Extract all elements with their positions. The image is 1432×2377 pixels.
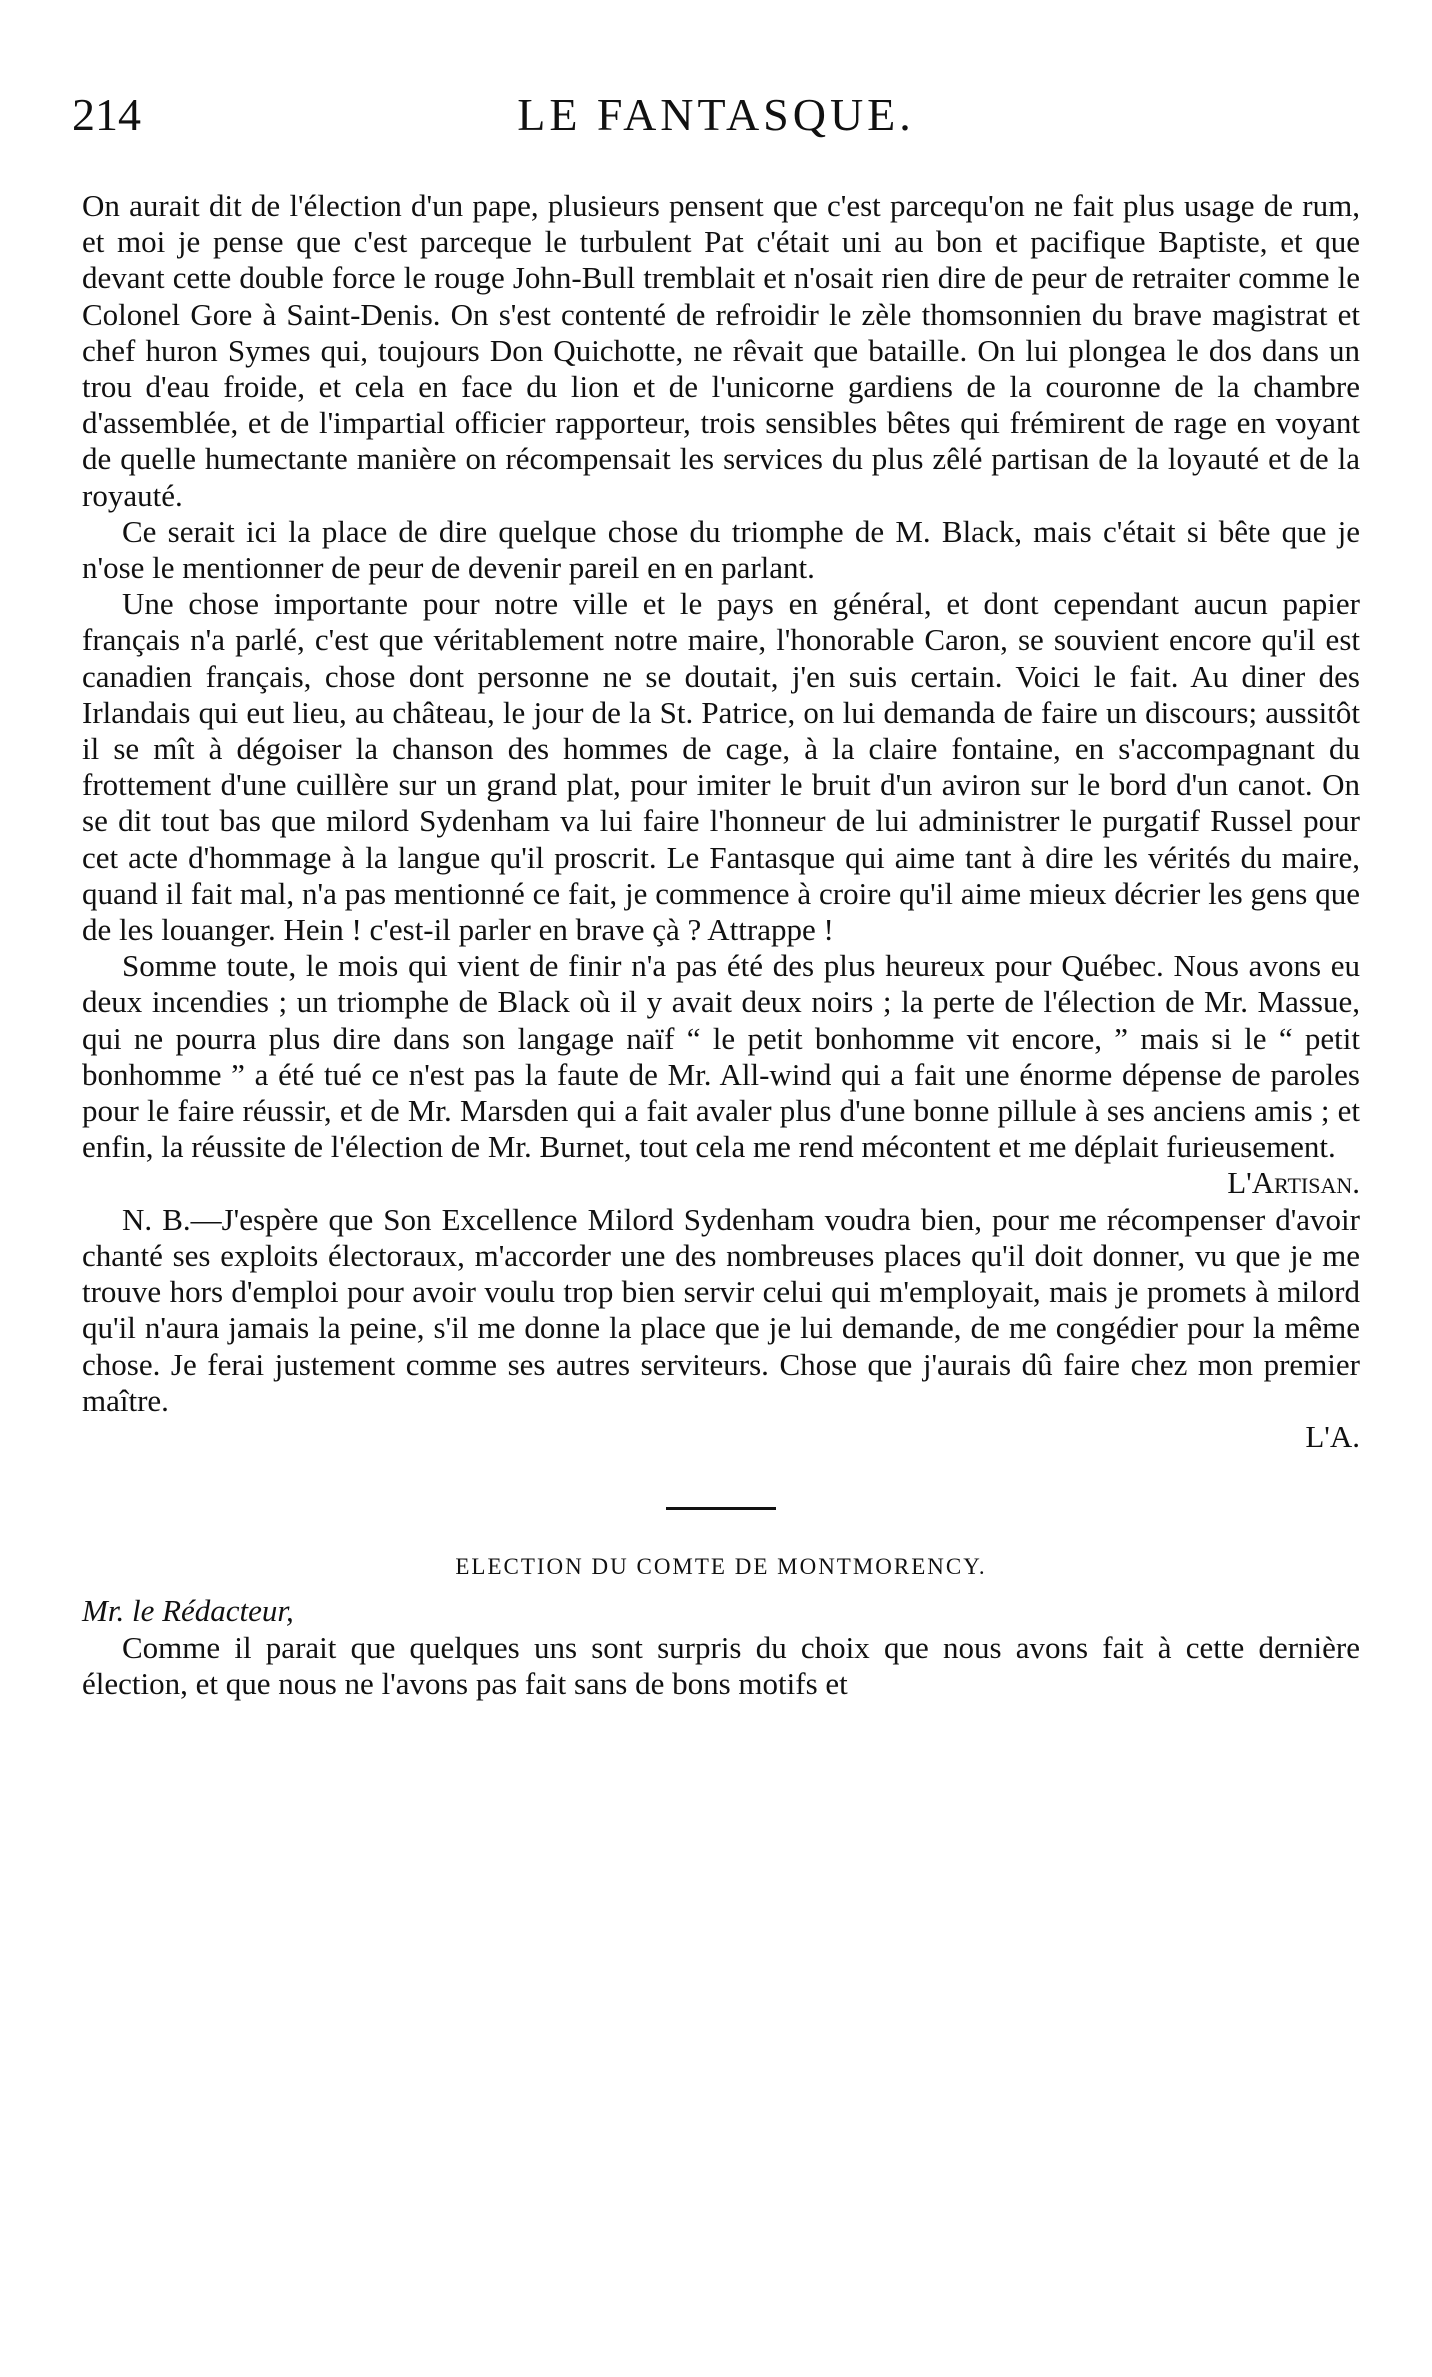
signature-initials: L'A. — [1305, 1418, 1360, 1454]
paragraph-4: Somme toute, le mois qui vient de finir n'a pas été des plus heureux pour Québec. Nous avons eu deux incendies ; un triomphe de Black où il y avait deux noirs ; la perte de l'élection de Mr. Massue, qui ne pourra plus dire dans son langage naïf “ le petit bonhomme vit encore, ” mais si le “ petit bonhomme ” a été tué ce n'est pas la faute de Mr. All-wind qui a fait une énorme dépense de paroles pour le faire réussir, et de Mr. Marsden qui a fait avaler plus d'une bonne pillule à ses anciens amis ; et enfin, la réussite de l'élection de Mr. Burnet, tout cela me rend mécontent et me déplait furieusement. — [82, 948, 1360, 1165]
salutation: Mr. le Rédacteur, — [82, 1593, 294, 1629]
page-number: 214 — [72, 89, 141, 140]
page-header — [70, 88, 1362, 148]
signature-artisan: L'Artisan. — [1227, 1165, 1360, 1201]
running-title: LE FANTASQUE. — [517, 89, 915, 140]
article-body — [82, 188, 1360, 1703]
paragraph-2: Ce serait ici la place de dire quelque chose du triomphe de M. Black, mais c'était si bête que je n'ose le mentionner de peur de devenir pareil en en parlant. — [82, 513, 1360, 586]
nb-paragraph: N. B.—J'espère que Son Excellence Milord Sydenham voudra bien, pour me récompenser d'avoir chanté ses exploits électoraux, m'accorder une des nombreuses places qu'il doit donner, vu que je me trouve hors d'emploi pour avoir voulu trop bien servir celui qui m'employait, mais je promets à milord qu'il n'aura jamais la peine, s'il me donne la place que je lui demande, de me congédier pour la même chose. Je ferai justement comme ses autres serviteurs. Chose que j'aurais dû faire chez mon premier maître. — [82, 1201, 1360, 1418]
section-divider — [666, 1507, 776, 1510]
paragraph-1: On aurait dit de l'élection d'un pape, plusieurs pensent que c'est parcequ'on ne fait plus usage de rum, et moi je pense que c'est parceque le turbulent Pat c'était uni au bon et pacifique Baptiste, et que devant cette double force le rouge John-Bull tremblait et n'osait rien dire de peur de retraiter comme le Colonel Gore à Saint-Denis. On s'est contenté de refroidir le zèle thomsonnien du brave magistrat et chef huron Symes qui, toujours Don Quichotte, ne rêvait que bataille. On lui plongea le dos dans un trou d'eau froide, et cela en face du lion et de l'unicorne gardiens de la couronne de la chambre d'assemblée, et de l'impartial officier rapporteur, trois sensibles bêtes qui frémirent de rage en voyant de quelle humectante manière on récompensait les services du plus zêlé partisan de la loyauté et de la royauté. — [82, 188, 1360, 513]
paragraph-3: Une chose importante pour notre ville et le pays en général, et dont cependant aucun papier français n'a parlé, c'est que véritablement notre maire, l'honorable Caron, se souvient encore qu'il est canadien français, chose dont personne ne se doutait, j'en suis certain. Voici le fait. Au diner des Irlandais qui eut lieu, au château, le jour de la St. Patrice, on lui demanda de faire un discours; aussitôt il se mît à dégoiser la chanson des hommes de cage, à la claire fontaine, en s'accompagnant du frottement d'une cuillère sur un grand plat, pour imiter le bruit d'un aviron sur le bord d'un canot. On se dit tout bas que milord Sydenham va lui faire l'honneur de lui administrer le purgatif Russel pour cet acte d'hommage à la langue qu'il proscrit. Le Fantasque qui aime tant à dire les vérités du maire, quand il fait mal, n'a pas mentionné ce fait, je commence à croire qu'il aime mieux décrier les gens que de les louanger. Hein ! c'est-il parler en brave çà ? Attrappe ! — [82, 586, 1360, 948]
section-opening: Comme il parait que quelques uns sont surpris du choix que nous avons fait à cette dernière élection, et que nous ne l'avons pas fait sans de bons motifs et — [82, 1630, 1360, 1702]
section-title: ELECTION DU COMTE DE MONTMORENCY. — [455, 1554, 987, 1580]
